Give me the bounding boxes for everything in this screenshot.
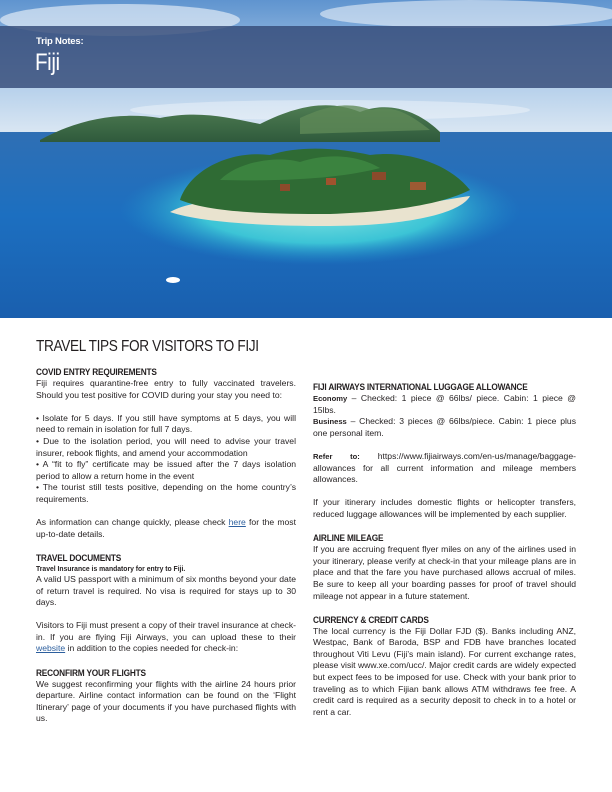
website-link[interactable]: website: [36, 643, 66, 654]
currency-text: The local currency is the Fiji Dollar FJD ($). Banks including ANZ, Westpac, Bank of Baroda, BSP and FDB have branches located throughout Viti Levu (Fiji’s main island). For current exchange rates, please visit www.xe.com/ucc/. Major credit cards are widely expected but expect fees to be imposed for use. Check with your bank prior to traveling as to which Fijian bank allows ATM withdraws fee free. A credit card is required as a security deposit to check in to a hotel or rent a car.: [313, 625, 576, 717]
covid-note-tail: for the most up-to-date details.: [36, 517, 296, 539]
documents-passport: A valid US passport with a minimum of six months beyond your date of return travel is required. No visa is required for stays up to 30 days.: [36, 573, 296, 608]
documents-heading: TRAVEL DOCUMENTS: [36, 552, 122, 563]
reconfirm-heading: RECONFIRM YOUR FLIGHTS: [36, 667, 146, 678]
reconfirm-text: We suggest reconfirming your flights with the airline 24 hours prior departure. Airline contact information can be found on the ‘Flight Itinerary’ page of your documents if you have purchased flights with us.: [36, 678, 296, 724]
luggage-heading: FIJI AIRWAYS INTERNATIONAL LUGGAGE ALLOWANCE: [313, 382, 528, 392]
documents-insurance: [36, 620, 296, 655]
luggage-refer: [313, 451, 576, 486]
business-label: Business: [313, 417, 347, 427]
covid-note: [36, 517, 296, 540]
currency-heading: CURRENCY & CREDIT CARDS: [313, 614, 429, 625]
left-column: [36, 366, 296, 725]
economy-text: – Checked: 1 piece @ 66lbs/ piece. Cabin: 1 piece @ 15lbs.: [313, 393, 576, 415]
mileage-text: If you are accruing frequent flyer miles on any of the airlines used in your itinerary, please verify at check-in that your mileage plans are in place and that the fare you have purchased allows accrual of miles. Be sure to keep all your boarding passes for proof of travel should mileage not appear in a future statement.: [313, 544, 576, 601]
covid-bullet: • Due to the isolation period, you will need to advise your travel insurer, rebook flights, and amend your accommodation: [36, 435, 296, 458]
covid-intro: Fiji requires quarantine-free entry to fully vaccinated travelers. Should you test positive for COVID during your stay you need to:: [36, 378, 296, 400]
right-column: [313, 381, 576, 718]
business-text: – Checked: 3 pieces @ 66lbs/piece. Cabin: 1 piece plus one personal item.: [313, 416, 576, 438]
page-title: TRAVEL TIPS FOR VISITORS TO FIJI: [36, 338, 259, 355]
covid-bullet: • The tourist still tests positive, depending on the home country’s requirements.: [36, 482, 296, 504]
title-banner: [0, 26, 612, 88]
documents-insurance-text: Visitors to Fiji must present a copy of their travel insurance at check-in. If you are flying Fiji Airways, you can upload these to their: [36, 620, 296, 642]
banner-title: Fiji: [35, 49, 60, 76]
luggage-economy: [313, 393, 576, 416]
mileage-heading: AIRLINE MILEAGE: [313, 533, 384, 544]
documents-insurance-tail: in addition to the copies needed for check-in:: [65, 643, 239, 654]
banner-kicker: Trip Notes:: [36, 36, 84, 47]
documents-subheading: Travel Insurance is mandatory for entry to Fiji.: [36, 563, 186, 573]
refer-label: Refer to:: [313, 451, 360, 461]
luggage-business: [313, 416, 576, 439]
economy-label: Economy: [313, 394, 348, 403]
refer-text: https://www.fijiairways.com/en-us/manage/baggage-allowances for all current information and mileage members allowances.: [313, 450, 576, 485]
covid-note-text: As information can change quickly, please check: [36, 517, 229, 528]
covid-bullet: • Isolate for 5 days. If you still have symptoms at 5 days, you will need to remain in isolation for full 7 days.: [36, 412, 296, 435]
covid-bullet: • A “fit to fly” certificate may be issued after the 7 days isolation period to allow a return home in the event: [36, 459, 296, 481]
covid-heading: COVID ENTRY REQUIREMENTS: [36, 367, 157, 377]
covid-here-link[interactable]: here: [228, 517, 246, 528]
luggage-domestic: If your itinerary includes domestic flights or helicopter transfers, reduced luggage allowances will be implemented by each supplier.: [313, 497, 576, 519]
